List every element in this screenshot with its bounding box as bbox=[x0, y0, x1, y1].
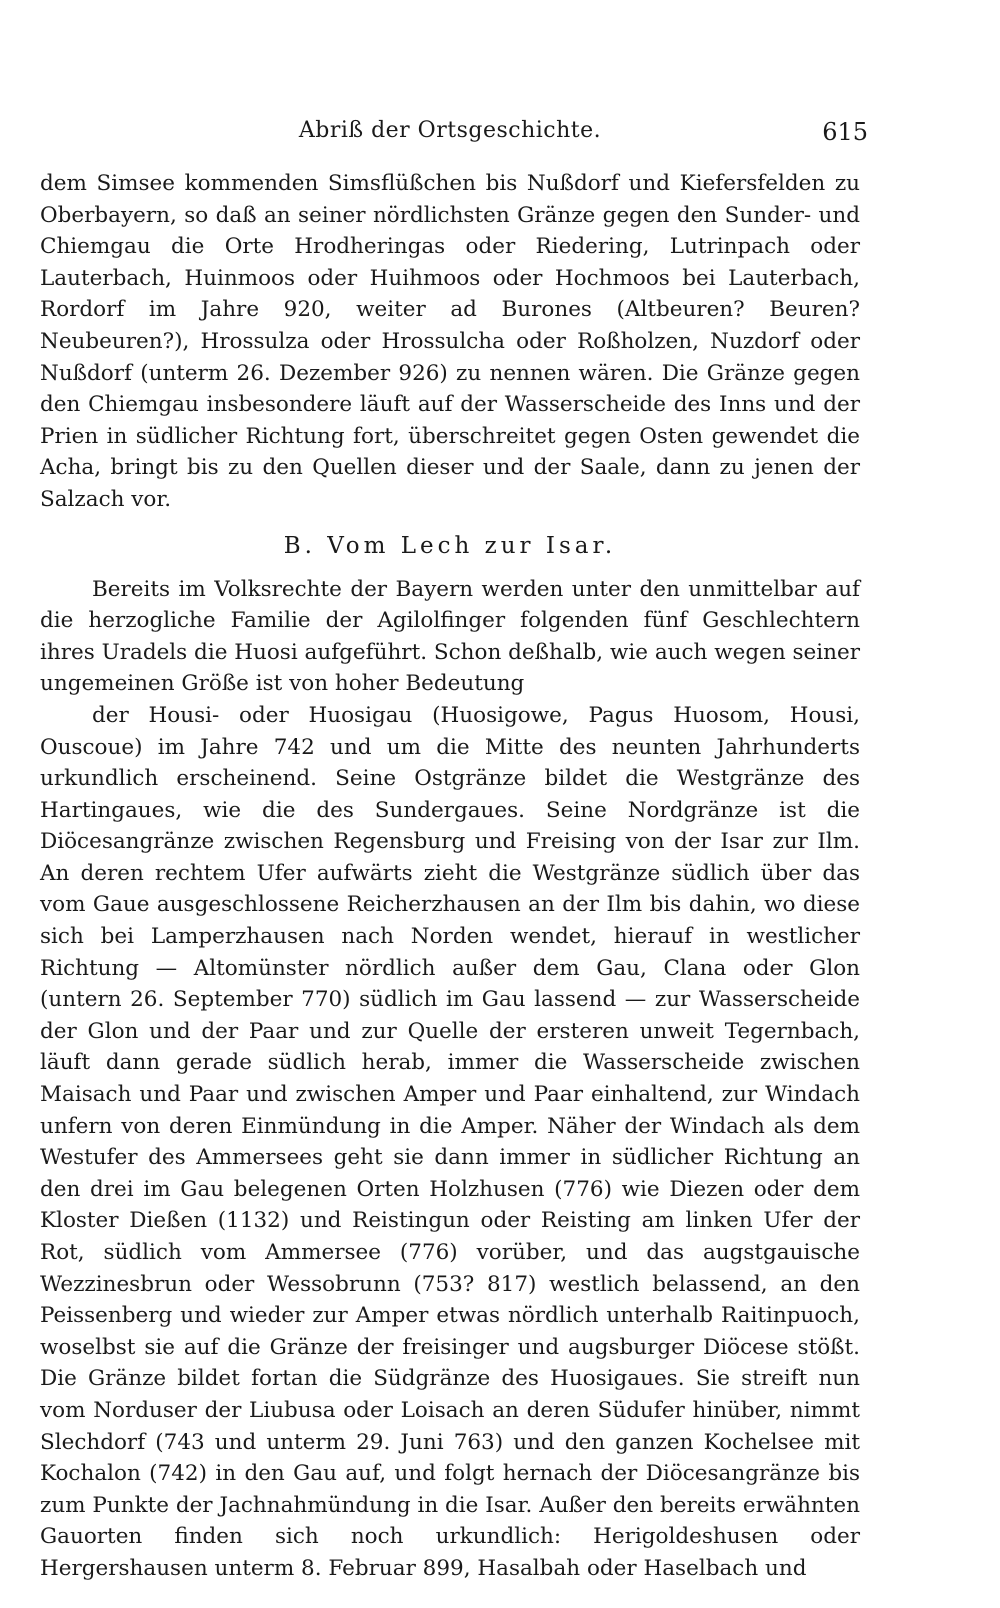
running-head bbox=[40, 118, 868, 158]
book-page bbox=[40, 118, 868, 1585]
paragraph-3: der Housi- oder Huosigau (Huosigowe, Pagus Huosom, Housi, Ouscoue) im Jahre 742 und um die Mitte des neunten Jahrhunderts urkundlich erscheinend. Seine Ostgränze bildet die Westgränze des Hartingaues, wie die des Sundergaues. Seine Nordgränze ist die Diöcesangränze zwischen Regensburg und Freising von der Isar zur Ilm. An deren rechtem Ufer aufwärts zieht die Westgränze südlich über das vom Gaue ausgeschlossene Reicherzhausen an der Ilm bis dahin, wo diese sich bei Lamperzhausen nach Norden wendet, hierauf in westlicher Richtung — Altomünster nördlich außer dem Gau, Clana oder Glon (untern 26. September 770) südlich im Gau lassend — zur Wasserscheide der Glon und der Paar und zur Quelle der ersteren unweit Tegernbach, läuft dann gerade südlich herab, immer die Wasserscheide zwischen Maisach und Paar und zwischen Amper und Paar einhaltend, zur Windach unfern von deren Einmündung in die Amper. Näher der Windach als dem Westufer des Ammersees geht sie dann immer in südlicher Richtung an den drei im Gau belegenen Orten Holzhusen (776) wie Diezen oder dem Kloster Dießen (1132) und Reistingun oder Reisting am linken Ufer der Rot, südlich vom Ammersee (776) vorüber, und das augstgauische Wezzinesbrun oder Wessobrunn (753? 817) westlich belassend, an den Peissenberg und wieder zur Amper etwas nördlich unterhalb Raitinpuoch, woselbst sie auf die Gränze der freisinger und augsburger Diöcese stößt. Die Gränze bildet fortan die Südgränze des Huosigaues. Sie streift nun vom Norduser der Liubusa oder Loisach an deren Südufer hinüber, nimmt Slechdorf (743 und unterm 29. Juni 763) und den ganzen Kochelsee mit Kochalon (742) in den Gau auf, und folgt hernach der Diöcesangränze bis zum Punkte der Jachnahmündung in die Isar. Außer den bereits erwähnten Gauorten finden sich noch urkundlich: Herigoldeshusen oder Hergershausen unterm 8. Februar 899, Hasalbah oder Haselbach und bbox=[40, 702, 860, 1581]
section-heading: B. Vom Lech zur Isar. bbox=[283, 532, 617, 559]
paragraph-1: dem Simsee kommenden Simsflüßchen bis Nußdorf und Kiefersfelden zu Oberbayern, so daß an seiner nördlichsten Gränze gegen den Sunder- und Chiemgau die Orte Hrodheringas oder Riedering, Lutrinpach oder Lauterbach, Huinmoos oder Huihmoos oder Hochmoos bei Lauterbach, Rordorf im Jahre 920, weiter ad Burones (Altbeuren? Beuren? Neubeuren?), Hrossulza oder Hrossulcha oder Roßholzen, Nuzdorf oder Nußdorf (unterm 26. Dezember 926) zu nennen wären. Die Gränze gegen den Chiemgau insbesondere läuft auf der Wasserscheide des Inns und der Prien in südlicher Richtung fort, überschreitet gegen Osten gewendet die Acha, bringt bis zu den Quellen dieser und der Saale, dann zu jenen der Salzach vor. bbox=[40, 171, 860, 512]
running-title: Abriß der Ortsgeschichte. bbox=[298, 118, 602, 143]
paragraph-2: Bereits im Volksrechte der Bayern werden unter den unmittelbar auf die herzogliche Familie der Agilolfinger folgenden fünf Geschlechtern ihres Uradels die Huosi aufgeführt. Schon deßhalb, wie auch wegen seiner ungemeinen Größe ist von hoher Bedeutung bbox=[40, 576, 860, 697]
page-number: 615 bbox=[822, 118, 868, 146]
